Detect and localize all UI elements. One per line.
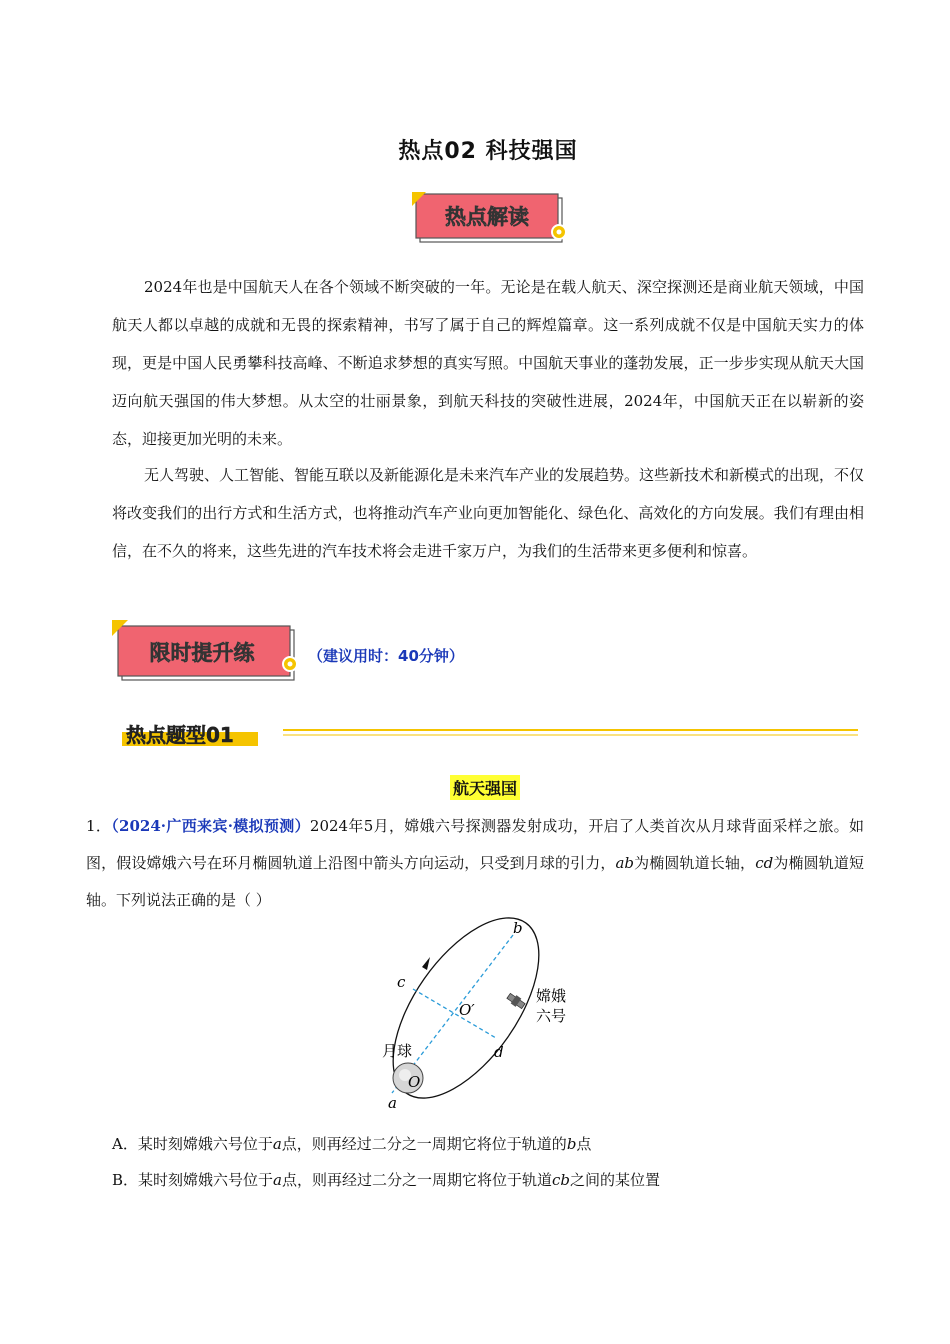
question-text-1: 2024年5月，嫦娥六号探测器发射成功，开启了人类首次从月球背面采样之旅。如图，假设嫦娥六号在环月椭圆轨道上沿图中箭头方向运动，只受到月球的引力， (86, 817, 864, 872)
option-a-var-2: b (566, 1135, 577, 1153)
banner1-label: 热点解读 (445, 205, 529, 229)
var-ab: ab (615, 854, 635, 872)
type-label: 热点题型01 (126, 723, 234, 747)
orbit-figure (370, 915, 590, 1115)
intro-paragraph-2: 无人驾驶、人工智能、智能互联以及新能源化是未来汽车产业的发展趋势。这些新技术和新模式的出现，不仅将改变我们的出行方式和生活方式，也将推动汽车产业向更加智能化、绿色化、高效化的方向发展。我们有理由相信，在不久的将来，这些先进的汽车技术将会走进千家万户，为我们的生活带来更多便利和惊喜。 (112, 466, 865, 560)
label-O-prime: O′ (459, 1001, 475, 1019)
var-cd: cd (755, 854, 774, 872)
option-b-var-2: cb (552, 1171, 571, 1189)
label-moon: 月球 (382, 1042, 413, 1060)
page-title: 热点02 科技强国 (398, 139, 578, 164)
option-a[interactable] (112, 1133, 591, 1154)
label-b: b (513, 919, 523, 937)
banner-timed-practice (112, 620, 302, 686)
label-d: d (494, 1043, 504, 1061)
question-text-2: 为椭圆轨道长轴， (634, 854, 756, 872)
option-b-text-1: B．某时刻嫦娥六号位于 (112, 1171, 274, 1189)
question-text-3: 为椭圆轨道短轴。下列说法正确的是（ ） (86, 854, 864, 909)
section-heading: 航天强国 (450, 775, 520, 800)
option-a-text-3: 点 (576, 1135, 592, 1153)
probe-icon (506, 992, 526, 1011)
time-hint: （建议用时：40分钟） (308, 647, 464, 665)
question-source: （2024·广西来宾·模拟预测） (111, 817, 310, 835)
banner2-label: 限时提升练 (149, 641, 255, 665)
label-O: O (408, 1073, 421, 1091)
option-b-var-1: a (273, 1171, 282, 1189)
option-b[interactable] (112, 1169, 660, 1190)
label-c: c (397, 973, 406, 991)
probe-label-2: 六号 (536, 1007, 567, 1025)
option-a-text-2: 点，则再经过二分之一周期它将位于轨道的 (281, 1135, 567, 1153)
option-b-text-3: 之间的某位置 (570, 1171, 661, 1189)
question-number: 1． (86, 817, 112, 835)
option-b-text-2: 点，则再经过二分之一周期它将位于轨道 (281, 1171, 552, 1189)
option-a-var-1: a (272, 1135, 282, 1153)
banner-hotspot-interpretation (412, 192, 572, 252)
label-a: a (388, 1094, 397, 1112)
option-a-text-1: A．某时刻嫦娥六号位于 (112, 1135, 273, 1153)
question-type-header (118, 718, 863, 752)
intro-paragraph-1: 2024年也是中国航天人在各个领域不断突破的一年。无论是在载人航天、深空探测还是商业航天领域，中国航天人都以卓越的成就和无畏的探索精神，书写了属于自己的辉煌篇章。这一系列成就不仅是中国航天实力的体现，更是中国人民勇攀科技高峰、不断追求梦想的真实写照。中国航天事业的蓬勃发展，正一步步实现从航天大国迈向航天强国的伟大梦想。从太空的壮丽景象，到航天科技的突破性进展，2024年，中国航天正在以崭新的姿态，迎接更加光明的未来。 (112, 278, 864, 448)
probe-label-1: 嫦娥 (536, 987, 567, 1005)
question-1 (86, 808, 864, 919)
